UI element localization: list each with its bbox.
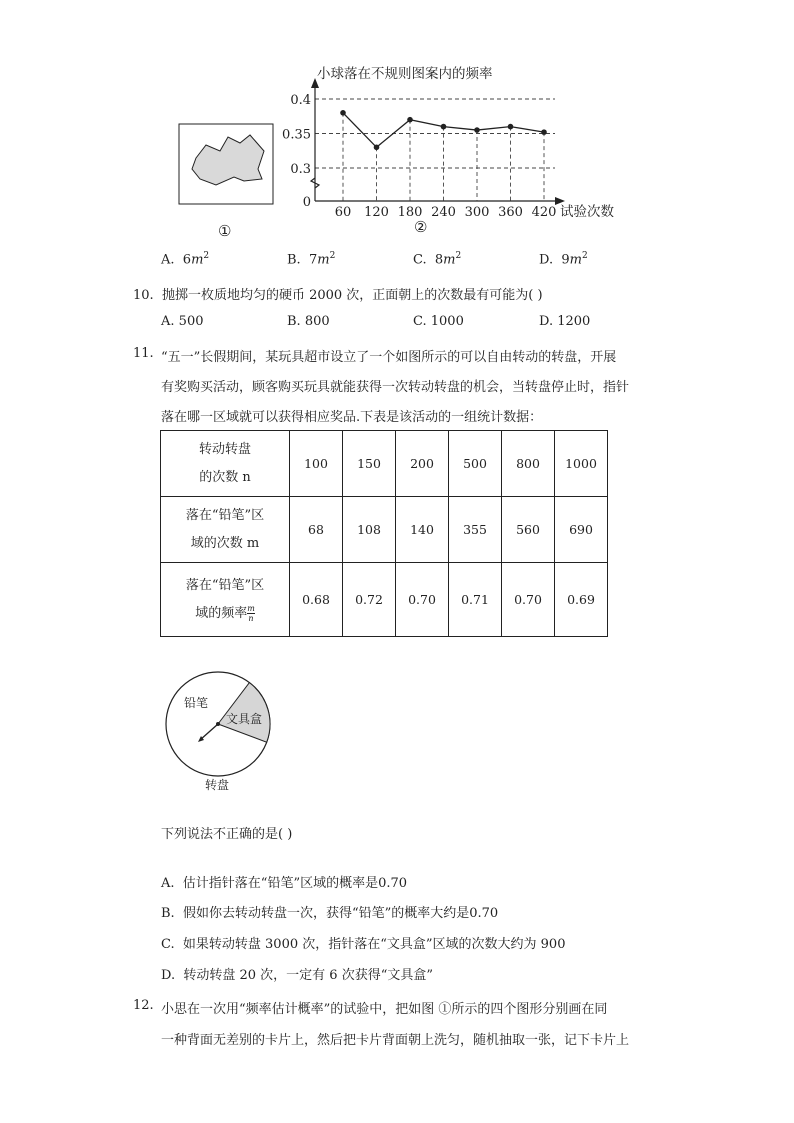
table-cell: 150 xyxy=(343,431,396,497)
frequency-line-chart xyxy=(282,58,625,224)
figure2-caption: ② xyxy=(414,218,428,236)
table-cell: 140 xyxy=(396,497,449,563)
x-tick-label: 120 xyxy=(364,205,389,220)
q10-option-d[interactable]: D. 1200 xyxy=(539,314,591,329)
data-point xyxy=(541,129,547,135)
data-point xyxy=(340,110,346,116)
q11-question: 下列说法不正确的是( ) xyxy=(161,827,293,842)
y-tick-label: 0.3 xyxy=(290,162,311,177)
chart-x-label: 试验次数 xyxy=(560,204,614,220)
table-cell: 355 xyxy=(449,497,502,563)
fraction-m-over-n: $\frac{m}{n}$ xyxy=(247,603,255,623)
chart-grid xyxy=(315,99,555,168)
q11-stem-line-3: 落在哪一区域就可以获得相应奖品.下表是该活动的一组统计数据： xyxy=(161,410,543,425)
spinner-center xyxy=(216,722,220,726)
spinner-caption: 转盘 xyxy=(205,778,230,792)
x-tick-label: 420 xyxy=(531,205,557,220)
spinner-label-box: 文具盒 xyxy=(226,712,263,726)
row-header: 落在“铅笔”区 域的频率 $\frac{m}{n}$ xyxy=(161,563,290,637)
q12-stem-line-2: 一种背面无差别的卡片上，然后把卡片背面朝上洗匀，随机抽取一张，记下卡片上 xyxy=(161,1033,630,1048)
q10-stem: 10. 抛掷一枚质地均匀的硬币 2000 次，正面朝上的次数最有可能为( ) xyxy=(133,288,543,303)
y-tick-label: 0.35 xyxy=(282,127,311,143)
table-cell: 560 xyxy=(502,497,555,563)
irregular-shape xyxy=(192,135,264,185)
chart-title: 小球落在不规则图案内的频率 xyxy=(317,66,493,82)
q11-option-d[interactable]: D. 转动转盘 20 次，一定有 6 次获得“文具盒” xyxy=(161,968,433,983)
table-cell: 1000 xyxy=(555,431,608,497)
y-tick-label: 0.4 xyxy=(290,93,311,108)
q10-option-c[interactable]: C. 1000 xyxy=(413,314,464,329)
q9-option-c[interactable]: C. $8m^2$ xyxy=(413,251,462,268)
data-point xyxy=(374,145,380,151)
chart-y-ticks xyxy=(282,93,311,210)
spinner-label-pencil: 铅笔 xyxy=(184,696,209,710)
x-tick-label: 240 xyxy=(431,205,456,220)
table-cell: 100 xyxy=(290,431,343,497)
y-tick-label: 0 xyxy=(302,195,311,210)
q11-stem-line-2: 有奖购买活动，顾客购买玩具就能获得一次转动转盘的机会，当转盘停止时，指针 xyxy=(161,380,630,395)
table-cell: 0.68 xyxy=(290,563,343,637)
q11-stem-line-1: “五一”长假期间，某玩具超市设立了一个如图所示的可以自由转动的转盘，开展 xyxy=(161,350,617,365)
chart-axes xyxy=(311,78,565,205)
table-cell: 0.72 xyxy=(343,563,396,637)
table-cell: 108 xyxy=(343,497,396,563)
q11-option-c[interactable]: C. 如果转动转盘 3000 次，指针落在“文具盒”区域的次数大约为 900 xyxy=(161,937,566,952)
chart-series xyxy=(340,110,547,201)
table-cell: 0.70 xyxy=(502,563,555,637)
x-tick-label: 180 xyxy=(397,205,423,220)
x-tick-label: 300 xyxy=(464,205,490,220)
table-row xyxy=(161,563,608,637)
q11-option-b[interactable]: B. 假如你去转动转盘一次，获得“铅笔”的概率大约是0.70 xyxy=(161,906,499,921)
data-point xyxy=(407,117,413,123)
irregular-pattern-figure xyxy=(178,123,274,205)
q11-number: 11. xyxy=(133,346,154,361)
q9-option-d[interactable]: D. $9m^2$ xyxy=(539,251,588,268)
q12-number: 12. xyxy=(133,998,154,1013)
x-tick-label: 60 xyxy=(334,205,352,220)
y-axis xyxy=(311,86,319,201)
table-cell: 68 xyxy=(290,497,343,563)
table-row xyxy=(161,431,608,497)
data-point xyxy=(441,124,447,130)
q11-option-a[interactable]: A. 估计指针落在“铅笔”区域的概率是0.70 xyxy=(161,876,408,891)
row-header: 落在“铅笔”区 域的次数 m xyxy=(161,497,290,563)
table-cell: 0.70 xyxy=(396,563,449,637)
data-point xyxy=(474,127,480,133)
figure1-caption: ① xyxy=(218,222,232,240)
table-cell: 800 xyxy=(502,431,555,497)
table-cell: 690 xyxy=(555,497,608,563)
x-tick-label: 360 xyxy=(498,205,523,220)
q10-option-b[interactable]: B. 800 xyxy=(287,314,330,329)
row-header: 转动转盘 的次数 n xyxy=(161,431,290,497)
q9-option-b[interactable]: B. $7m^2$ xyxy=(287,251,336,268)
data-point xyxy=(508,124,514,130)
q10-option-a[interactable]: A. 500 xyxy=(161,314,204,329)
table-cell: 0.71 xyxy=(449,563,502,637)
chart-x-ticks xyxy=(335,205,557,220)
table-cell: 0.69 xyxy=(555,563,608,637)
q12-stem-line-1: 小思在一次用“频率估计概率”的试验中，把如图 ①所示的四个图形分别画在同 xyxy=(161,1002,608,1017)
table-row xyxy=(161,497,608,563)
table-cell: 500 xyxy=(449,431,502,497)
q11-stats-table xyxy=(160,430,608,637)
q9-option-a[interactable]: A. $6m^2$ xyxy=(161,251,210,268)
table-cell: 200 xyxy=(396,431,449,497)
